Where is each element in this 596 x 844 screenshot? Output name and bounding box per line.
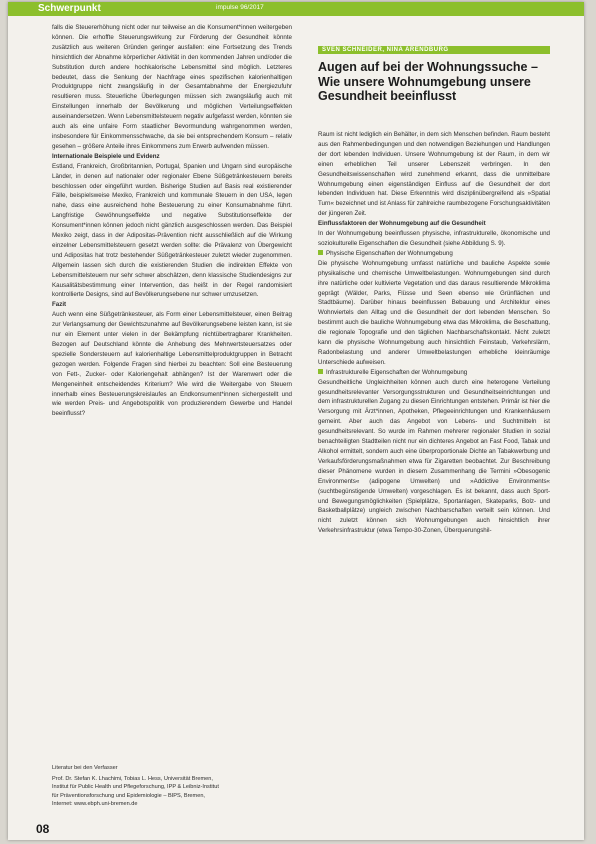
paragraph-einfluss: In der Wohnumgebung beeinflussen physische, infrastrukturelle, ökonomische und soziokulturelle Eigenschaften die Gesundheit (siehe Abbildung S. 9).	[318, 230, 550, 247]
issue-label: impulse 96/2017	[216, 4, 264, 11]
left-paragraph-3: Auch wenn eine Süßgetränkesteuer, als Form einer Lebensmittelsteuer, einen Beitrag zur Verlangsamung der Gewichtszunahme auf Bevölkerungsebene leisten kann, ist sie nur ein Element unter vielen in der Bekämpfung nichtübertragbarer Krankheiten. Bezogen auf Deutschland könnte die Anhebung des Mehrwertsteuersatzes oder spezielle Sondersteuern auf kalorienhaltige Lebensmittelproduktgruppen in Betracht gezogen werden. Folgende Fragen sind hierbei zu beachten: Soll eine Besteuerung von Fett-, Zucker- oder Kaloriengehalt abhängen? Ist der Warenwert oder die Mengeneinheit entscheidendes Kriterium? Wie wird die Weitergabe von Steuern innerhalb eines Besteuerungskreislaufes an Endkonsument*innen sichergestellt und wie werden Preis- und Angebotspolitik von produzierendem Gewerbe und Handel beeinflusst?	[52, 311, 292, 418]
sources-block	[52, 764, 292, 809]
subheading-infrastruktur-text: Infrastrukturelle Eigenschaften der Wohnumgebung	[326, 368, 468, 376]
magazine-page	[8, 2, 584, 840]
section-title: Schwerpunkt	[38, 3, 101, 14]
sources-label: Literatur bei den Verfasser	[52, 765, 118, 771]
author-line-3: für Präventionsforschung und Epidemiologie – BIPS, Bremen,	[52, 792, 205, 799]
green-square-icon	[318, 369, 323, 374]
article-title: Augen auf bei der Wohnungssuche – Wie unsere Wohnumgebung unsere Gesundheit beeinflusst	[318, 60, 538, 103]
section-header-bar	[8, 2, 584, 16]
left-column	[52, 23, 292, 419]
subheading-international: Internationale Beispiele und Evidenz	[52, 152, 160, 160]
paragraph-physisch: Die physische Wohnumgebung umfasst natürliche und bauliche Aspekte sowie physikalische und chemische Umweltbelastungen. Wohnumgebungen sind durch ihre natürliche oder kultivierte Vegetation und das daraus resultierende Mikroklima geprägt (Wälder, Parks, Flüsse und Seen ebenso wie Grünflächen und Stadtbäume). Darüber hinaus beeinflussen Bebauung und Architektur eines Wohnviertels den Alltag und die Gesundheit der dort lebenden Menschen. So bestimmt auch die bauliche Wohnumgebung etwa das Mikroklima, die Beschattung, die regionale Topografie und den täglichen Nachbarschaftskontakt. Nicht zuletzt kann die physische Wohnumgebung auch hinsichtlich Feinstaub, Verkehrslärm, Radonbelastung und anderer Umweltbelastungen erhebliche kleinräumige Unterschiede aufweisen.	[318, 259, 550, 366]
article-authors: SVEN SCHNEIDER, NINA ARENDBURG	[322, 47, 449, 53]
left-paragraph-2: Estland, Frankreich, Großbritannien, Portugal, Spanien und Ungarn sind europäische Länder, in denen auf nationaler oder regionaler Ebene Süßgetränkesteuern bereits beschlossen oder eingeführt wurden. Bisherige Studien auf Basis real existierender Fälle, beispielsweise Mexiko, Frankreich und kommunale Steuern in den USA, legen nahe, dass eine ausreichend hohe Besteuerung zu einer Konsumabnahme führt. Langfristige Gewöhnungseffekte und negative Substitutionseffekte der Konsument*innen können jedoch nicht gänzlich ausgeschlossen werden. Das Beispiel Mexiko zeigt, dass in der Adipositas-Prävention nicht ausschließlich auf die Wirkung einzelner Lebensmittelsteuern gesetzt werden sollte: die Prävalenz von Übergewicht und Adipositas hat trotz bestehender Süßgetränkesteuer zuletzt wieder zugenommen. Allgemein lassen sich durch die existierenden Studien die indirekten Effekte von Lebensmittelsteuern nur sehr schwer abschätzen, denn klassische Studiendesigns zur Kausalitätsbestimmung einer Intervention, das heißt in der Regel randomisiert kontrollierte Designs, sind auf Bevölkerungsebene nur schwer umzusetzen.	[52, 162, 292, 299]
subheading-einfluss: Einflussfaktoren der Wohnumgebung auf die Gesundheit	[318, 220, 486, 228]
article-intro: Raum ist nicht lediglich ein Behälter, in dem sich Menschen befinden. Raum besteht aus den Rahmenbedingungen und den notwendigen Beziehungen und Handlungen der dort lebenden Individuen. Unsere Wohnumgebung ist der Raum, in dem wir einen erheblichen Teil unserer Lebenszeit verbringen. In den Gesundheitswissenschaften wird zunehmend erkannt, dass die unmittelbare Wohnumgebung einen eigenständigen Einfluss auf die Gesundheit der dort lebenden Individuen hat. Diese Erkenntnis wird disziplinübergreifend als »Spatial Turn« bezeichnet und ist Anlass für zahlreiche raumbezogene Forschungsaktivitäten der jüngeren Zeit.	[318, 131, 550, 218]
paragraph-infrastruktur: Gesundheitliche Ungleichheiten können auch durch eine heterogene Verteilung gesundheitsrelevanter Versorgungsstrukturen und Gesundheitseinrichtungen und dem infrastrukturellen Zugang zu diesen Einrichtungen entstehen. Primär ist hier die Versorgung mit Ärzt*innen, Apotheken, Pflegeeinrichtungen und Krankenhäusern gemeint. Aber auch das Angebot von Lebens- und Suchtmitteln ist gesundheitsrelevant. So wurde im Rahmen mehrerer regionaler Studien in sozial benachteiligten Stadtteilen nicht nur ein dichteres Angebot an Fast Food, Tabak und Alkohol ermittelt, sondern auch eine überproportionale Dichte an Tabakwerbung und Verkaufsförderungsmaßnahmen etwa für Zigaretten beobachtet. Zur Beschreibung dieser Phänomene wurden in diesem Zusammenhang die Termini »Obesogenic Environments« (adipogene Umwelten) und »Addictive Environments« (suchtbegünstigende Umwelten) vorgeschlagen. Es ist bekannt, dass auch Sport- und Bewegungsmöglichkeiten (Spielplätze, Sportanlagen, Skateparks, Bolz- und Basketballplätze) ungleich zwischen Nachbarschaften verteilt sein können. Und nicht zuletzt können sich Wohnumgebungen auch hinsichtlich ihrer Verkehrsinfrastruktur (etwa Tempo-30-Zonen, Überquerungshil-	[318, 378, 550, 535]
subheading-physisch	[318, 249, 550, 259]
green-square-icon	[318, 250, 323, 255]
subheading-infrastruktur	[318, 368, 550, 378]
left-paragraph-1: falls die Steuererhöhung nicht oder nur teilweise an die Konsument*innen weitergeben können. Die erhoffte Steuerungswirkung zur Förderung der Gesundheit könnte zusätzlich aus weiteren Gründen geringer ausfallen: eine Fortsetzung des Trends hinsichtlich der Abnahme körperlicher Aktivität in den kommenden Jahren und/oder die Substitution durch andere hochkalorische Lebensmittel sind möglich. Letzteres bedeutet, dass die Senkung der Nachfrage eines spezifischen kalorienhaltigen Produktgruppe nicht zwangsläufig in der Gesamtabnahme der Energiezufuhr resultieren muss. Steuerliche Überlegungen müssen sich zwangsläufig auch mit Einstellungen innerhalb der Bevölkerung und möglichen Verteilungseffekten auseinandersetzen. Wenn Lebensmittelsteuern negativ aufgefasst werden, könnten sie auch als eine unfaire Form staatlicher Bevormundung wahrgenommen werden, insbesondere für Einkommensschwache, da sie bei entsprechendem Konsum – relativ gesehen – größere Anteile ihres Einkommens zum Erwerb aufwenden müssen.	[52, 24, 292, 150]
author-line-2: Institut für Public Health und Pflegeforschung, IPP & Leibniz-Institut	[52, 784, 219, 791]
subheading-physisch-text: Physische Eigenschaften der Wohnumgebung	[326, 249, 453, 257]
page-number: 08	[36, 822, 50, 836]
subheading-fazit: Fazit	[52, 301, 67, 309]
author-line-4: Internet: www.ebph.uni-bremen.de	[52, 801, 138, 808]
author-bar	[318, 46, 550, 54]
author-line-1: Prof. Dr. Stefan K. Lhachimi, Tobias L. Hess, Universität Bremen,	[52, 775, 213, 782]
right-column	[318, 130, 550, 536]
